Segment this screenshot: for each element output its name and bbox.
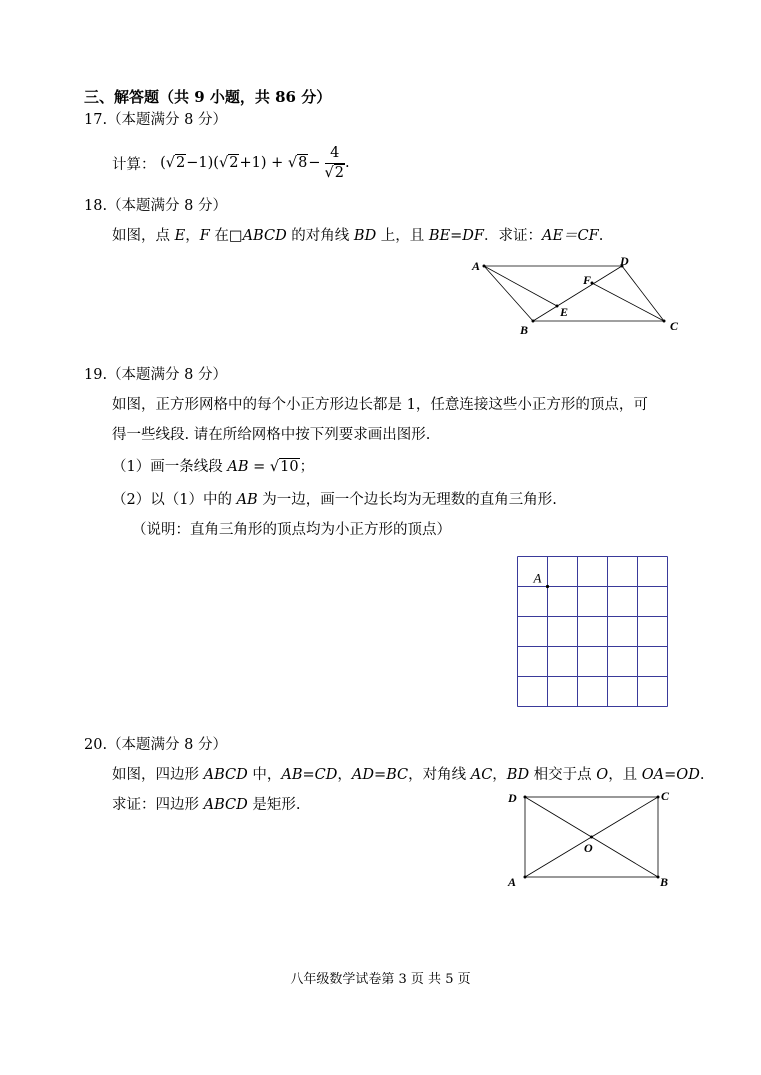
q17-sqrt-b: √2 bbox=[218, 155, 239, 171]
q20-label-d: D bbox=[508, 791, 517, 805]
q20-score: （本题满分 8 分） bbox=[107, 737, 228, 753]
q17-sqrt-a: √2 bbox=[165, 155, 186, 171]
q20-number: 20. bbox=[84, 737, 108, 753]
q17-header bbox=[84, 108, 227, 129]
q18-label-a: A bbox=[472, 259, 481, 273]
page-footer: 八年级数学试卷第 3 页 共 5 页 bbox=[290, 972, 471, 987]
q18-number: 18. bbox=[84, 198, 108, 214]
q20-line2: 求证：四边形 ABCD 是矩形. bbox=[112, 797, 301, 813]
q18-score: （本题满分 8 分） bbox=[107, 198, 228, 214]
q19-item2: （2）以（1）中的 AB 为一边，画一个边长均为无理数的直角三角形. bbox=[112, 492, 557, 508]
q19-grid[interactable] bbox=[516, 555, 670, 707]
q17-number: 17. bbox=[84, 112, 108, 128]
q18-label-b: B bbox=[520, 323, 529, 337]
q20-label-b: B bbox=[660, 875, 669, 889]
q19-point-a bbox=[546, 585, 549, 588]
q17-fraction: $\frac{4}{√2}$ bbox=[324, 145, 344, 181]
q19-number: 19. bbox=[84, 367, 108, 383]
q20-header bbox=[84, 733, 227, 754]
q18-figure bbox=[468, 252, 688, 340]
q19-header bbox=[84, 363, 227, 384]
q19-score: （本题满分 8 分） bbox=[107, 367, 228, 383]
q18-statement: 如图，点 E，F 在□ABCD 的对角线 BD 上，且 BE=DF．求证：AE＝CF. bbox=[112, 228, 604, 244]
section-title: 三、解答题（共 9 小题，共 86 分） bbox=[84, 88, 332, 106]
q20-line1: 如图，四边形 ABCD 中，AB=CD，AD=BC，对角线 AC，BD 相交于点 O，且 OA=OD. bbox=[112, 767, 705, 783]
q18-label-f: F bbox=[583, 273, 592, 287]
q19-label-a: A bbox=[533, 570, 542, 586]
q17-score: （本题满分 8 分） bbox=[107, 112, 228, 128]
q19-item1: （1）画一条线段 AB = √10； bbox=[112, 459, 315, 475]
q20-label-a: A bbox=[508, 875, 517, 889]
q20-label-o: O bbox=[584, 841, 593, 855]
q18-label-d: D bbox=[620, 254, 629, 268]
q18-header bbox=[84, 194, 227, 215]
q19-line1: 如图，正方形网格中的每个小正方形边长都是 1，任意连接这些小正方形的顶点，可 bbox=[112, 397, 648, 413]
q17-expression: 计算： ( √2 −1)( √2 +1) + √8 − $\frac{4}{√2}$ . bbox=[112, 145, 350, 181]
q20-label-c: C bbox=[661, 789, 670, 803]
q17-prompt: 计算： bbox=[112, 156, 156, 173]
q20-figure bbox=[500, 784, 680, 892]
q18-label-e: E bbox=[560, 305, 569, 319]
q19-line2: 得一些线段. 请在所给网格中按下列要求画出图形. bbox=[112, 427, 431, 443]
q19-note: （说明：直角三角形的顶点均为小正方形的顶点） bbox=[132, 522, 451, 538]
q17-sqrt-8: √8 bbox=[283, 155, 308, 171]
q18-label-c: C bbox=[670, 319, 679, 333]
